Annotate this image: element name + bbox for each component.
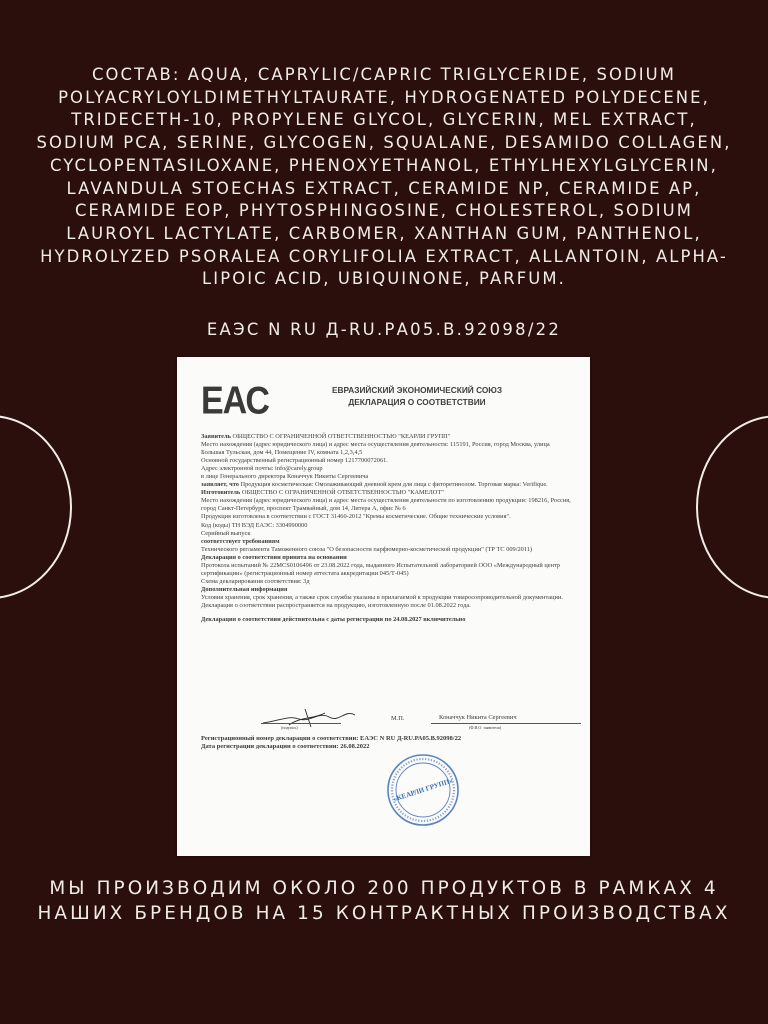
- tnved-code: Код (коды) ТН ВЭД ЕАЭС: 3304990000: [201, 521, 308, 529]
- registration-block: [201, 735, 573, 752]
- manufacturer-label: Изготовитель: [201, 489, 241, 497]
- certificate-number: ЕАЭС N RU Д-RU.РА05.В.92098/22: [206, 320, 562, 339]
- applicant-label: Заявитель: [201, 433, 231, 440]
- applicant-ogrn: Основной государственный регистрационный номер 1217700072061.: [201, 457, 388, 465]
- document-header-title: ДЕКЛАРАЦИЯ О СООТВЕТСТВИИ: [348, 397, 486, 407]
- eac-logo: ЕАС: [201, 379, 269, 423]
- applicant-email: Адрес электронной почты: info@carely.group: [201, 465, 323, 473]
- signature-line: [261, 723, 341, 724]
- extra-info-label: Дополнительная информация: [201, 585, 288, 593]
- composition-text: СОСТАВ: AQUA, CAPRYLIC/CAPRIC TRIGLYCERIDE, SODIUM POLYACRYLOYLDIMETHYLTAURATE, HYDROGENATED POLYDECENE, TRIDECETH-10, PROPYLENE GLYCOL, GLYCERIN, MEL EXTRACT, SODIUM PCA, SERINE, GLYCOGEN, SQUALANE, DESAMIDO COLLAGEN, CYCLOPENTASILOXANE, PHENOXYETHANOL, ETHYLHEXYLGLYCERIN, LAVANDULA STOECHAS EXTRACT, CERAMIDE NP, CERAMIDE AP, CERAMIDE EOP, PHYTOSPHINGOSINE, CHOLESTEROL, SODIUM LAUROYL LACTYLATE, CARBOMER, XANTHAN GUM, PANTHENOL, HYDROLYZED PSORALEA CORYLIFOLIA EXTRACT, ALLANTOIN, ALPHA-LIPOIC ACID, UBIQUINONE, PARFUM.: [36, 65, 732, 289]
- registration-number: Регистрационный номер декларации о соответствии: ЕАЭС N RU Д-RU.РА05.В.92098/22: [201, 735, 462, 742]
- declares-text: Продукция косметическая: Омолаживающий дневной крем для лица с фиторетинолом. Торговая марка: Verifique.: [240, 481, 548, 489]
- registration-date: Дата регистрации декларации о соответствии: 26.08.2022: [201, 743, 370, 751]
- complies-text: Технического регламента Таможенного союза "О безопасности парфюмерно-косметической продукции" (ТР ТС 009/2011): [201, 545, 533, 553]
- validity-text: Декларация о соответствии действительна с даты регистрации по 24.08.2027 включительно: [201, 616, 466, 624]
- document-header: [297, 384, 537, 408]
- applicant-text: ОБЩЕСТВО С ОГРАНИЧЕННОЙ ОТВЕТСТВЕННОСТЬЮ "КЕАРЛИ ГРУПП": [232, 433, 451, 440]
- decorative-arc-left: [0, 415, 72, 599]
- signature-scribble: [259, 707, 359, 729]
- document-header-union: ЕВРАЗИЙСКИЙ ЭКОНОМИЧЕСКИЙ СОЮЗ: [331, 385, 503, 395]
- footer-line-2: НАШИХ БРЕНДОВ НА 15 КОНТРАКТНЫХ ПРОИЗВОДСТВАХ: [37, 903, 731, 925]
- decorative-arc-right: [696, 415, 768, 599]
- applicant-person: в лице Генерального директора Коначчук Никиты Сергеевича: [201, 473, 369, 481]
- signature-caption: (подпись): [281, 725, 298, 730]
- applicant-address: Место нахождения (адрес юридического лица) и адрес места осуществления деятельности: 115191, Россия, город Москва, улица Большая Тульская, дом 44, Помещение IV, комната 1,2,3,4,5: [201, 441, 550, 457]
- signer-caption: (Ф.И.О. заявителя): [469, 725, 502, 730]
- company-stamp: [385, 752, 461, 828]
- signer-name: Коначчук Никита Сергеевич: [439, 714, 517, 721]
- seal-place-label: М.П.: [391, 715, 405, 722]
- declaration-document: [177, 357, 590, 856]
- serial-release: Серийный выпуск: [201, 529, 251, 537]
- basis-text: Протокола испытаний № 22MCS0106496 от 23.08.2022 года, выданного Испытательной лабораторией ООО «Международный центр сертификации» (регистрационный номер аттестата аккредитации 045/Т-045): [201, 561, 560, 577]
- declaration-scheme: Схема декларирования соответствия: 3д: [201, 577, 310, 585]
- stamp-text: «КЕАРЛИ ГРУПП»: [392, 776, 454, 804]
- footer-text: [0, 876, 768, 927]
- manufacturer-address: Место нахождения (адрес юридического лица) и адрес места осуществления деятельности по изготовлению продукции: 198216, Россия, город Санкт-Петербург, проспект Трамвайный, дом 14, Литера А, офис № 6: [201, 497, 571, 513]
- extra-info-text: Условия хранения, срок хранения, а также срок службы указаны в прилагаемой к продукции товаросопроводительной документации. Декларация о соответствии распространяется на продукцию, изготовленную после 01.08.2022 года.: [201, 593, 563, 609]
- signer-line: [431, 723, 581, 724]
- basis-label: Декларация о соответствии принята на основании: [201, 553, 347, 561]
- declares-label: заявляет, что: [201, 481, 239, 489]
- signature-row: [201, 709, 573, 737]
- manufacturer-standard: Продукция изготовлена в соответствии с ГОСТ 31460-2012 "Кремы косметические. Общие технические условия".: [201, 513, 511, 521]
- complies-label: соответствует требованиям: [201, 537, 280, 545]
- footer-line-1: МЫ ПРОИЗВОДИМ ОКОЛО 200 ПРОДУКТОВ В РАМКАХ 4: [49, 878, 719, 899]
- manufacturer-text: ОБЩЕСТВО С ОГРАНИЧЕННОЙ ОТВЕТСТВЕННОСТЬЮ "КАМЕЛОТ": [241, 489, 444, 497]
- document-body: [201, 433, 573, 624]
